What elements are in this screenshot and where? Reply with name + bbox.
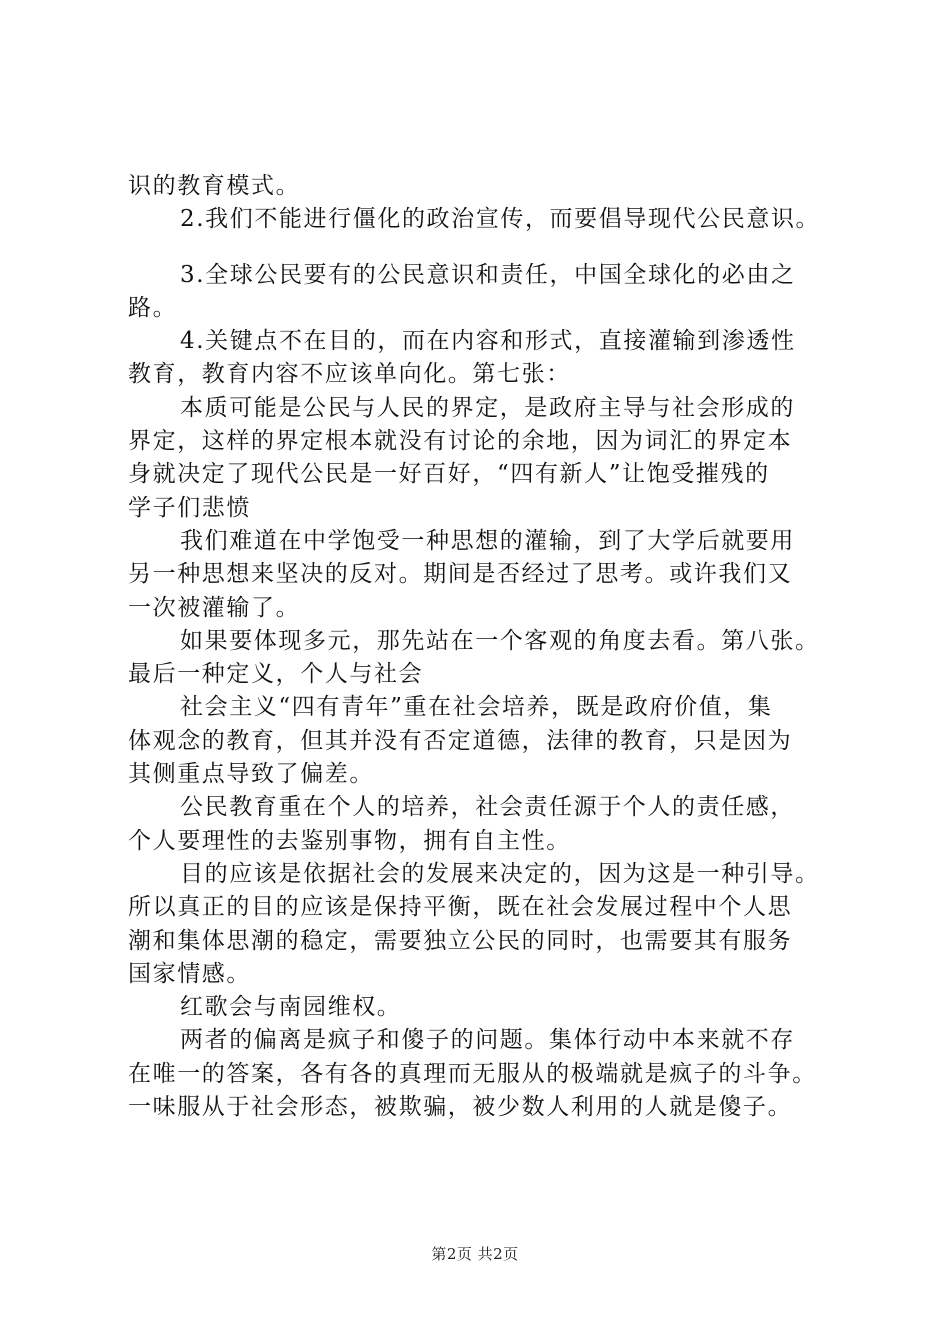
- text-line: 目的应该是依据社会的发展来决定的，因为这是一种引导。: [180, 860, 820, 887]
- text-line: 4.关键点不在目的，而在内容和形式，直接灌输到渗透性: [180, 328, 796, 355]
- text-line: 最后一种定义，个人与社会: [128, 661, 424, 688]
- text-line: 社会主义“四有青年”重在社会培养，既是政府价值，集: [180, 694, 773, 721]
- text-line: 如果要体现多元，那先站在一个客观的角度去看。第八张。: [180, 627, 820, 654]
- text-line: 个人要理性的去鉴别事物，拥有自主性。: [128, 827, 571, 854]
- text-line: 我们难道在中学饱受一种思想的灌输，到了大学后就要用: [180, 527, 795, 554]
- text-line: 体观念的教育，但其并没有否定道德，法律的教育，只是因为: [128, 727, 793, 754]
- text-line: 另一种思想来坚决的反对。期间是否经过了思考。或许我们又: [128, 561, 793, 588]
- blank-gap: [128, 237, 836, 259]
- text-line: 一味服从于社会形态，被欺骗，被少数人利用的人就是傻子。: [128, 1094, 793, 1121]
- page-number-footer: 第2页 共2页: [431, 1245, 519, 1263]
- document-body: [128, 170, 836, 1124]
- text-line: 路。: [128, 294, 178, 321]
- text-line: 识的教育模式。: [128, 173, 301, 199]
- text-line: 红歌会与南园维权。: [180, 994, 402, 1021]
- text-line: 本质可能是公民与人民的界定，是政府主导与社会形成的: [180, 394, 795, 421]
- text-line: 所以真正的目的应该是保持平衡，既在社会发展过程中个人思: [128, 894, 793, 921]
- text-line: 2.我们不能进行僵化的政治宣传，而要倡导现代公民意识。: [180, 206, 821, 233]
- text-line: 一次被灌输了。: [128, 594, 301, 621]
- text-line: 其侧重点导致了偏差。: [128, 761, 374, 788]
- text-line: 潮和集体思潮的稳定，需要独立公民的同时，也需要其有服务: [128, 927, 793, 954]
- text-line: 两者的偏离是疯子和傻子的问题。集体行动中本来就不存: [180, 1027, 795, 1054]
- text-line: 国家情感。: [128, 960, 251, 987]
- text-line: 界定，这样的界定根本就没有讨论的余地，因为词汇的界定本: [128, 428, 793, 455]
- text-line: 3.全球公民要有的公民意识和责任，中国全球化的必由之: [180, 261, 796, 288]
- text-line: 教育，教育内容不应该单向化。第七张：: [128, 361, 571, 388]
- text-line: 在唯一的答案，各有各的真理而无服从的极端就是疯子的斗争。: [128, 1060, 817, 1087]
- text-line: 公民教育重在个人的培养，社会责任源于个人的责任感，: [180, 794, 795, 821]
- text-line: 身就决定了现代公民是一好百好，“四有新人”让饱受摧残的: [128, 461, 770, 488]
- text-line: 学子们悲愤: [128, 494, 251, 521]
